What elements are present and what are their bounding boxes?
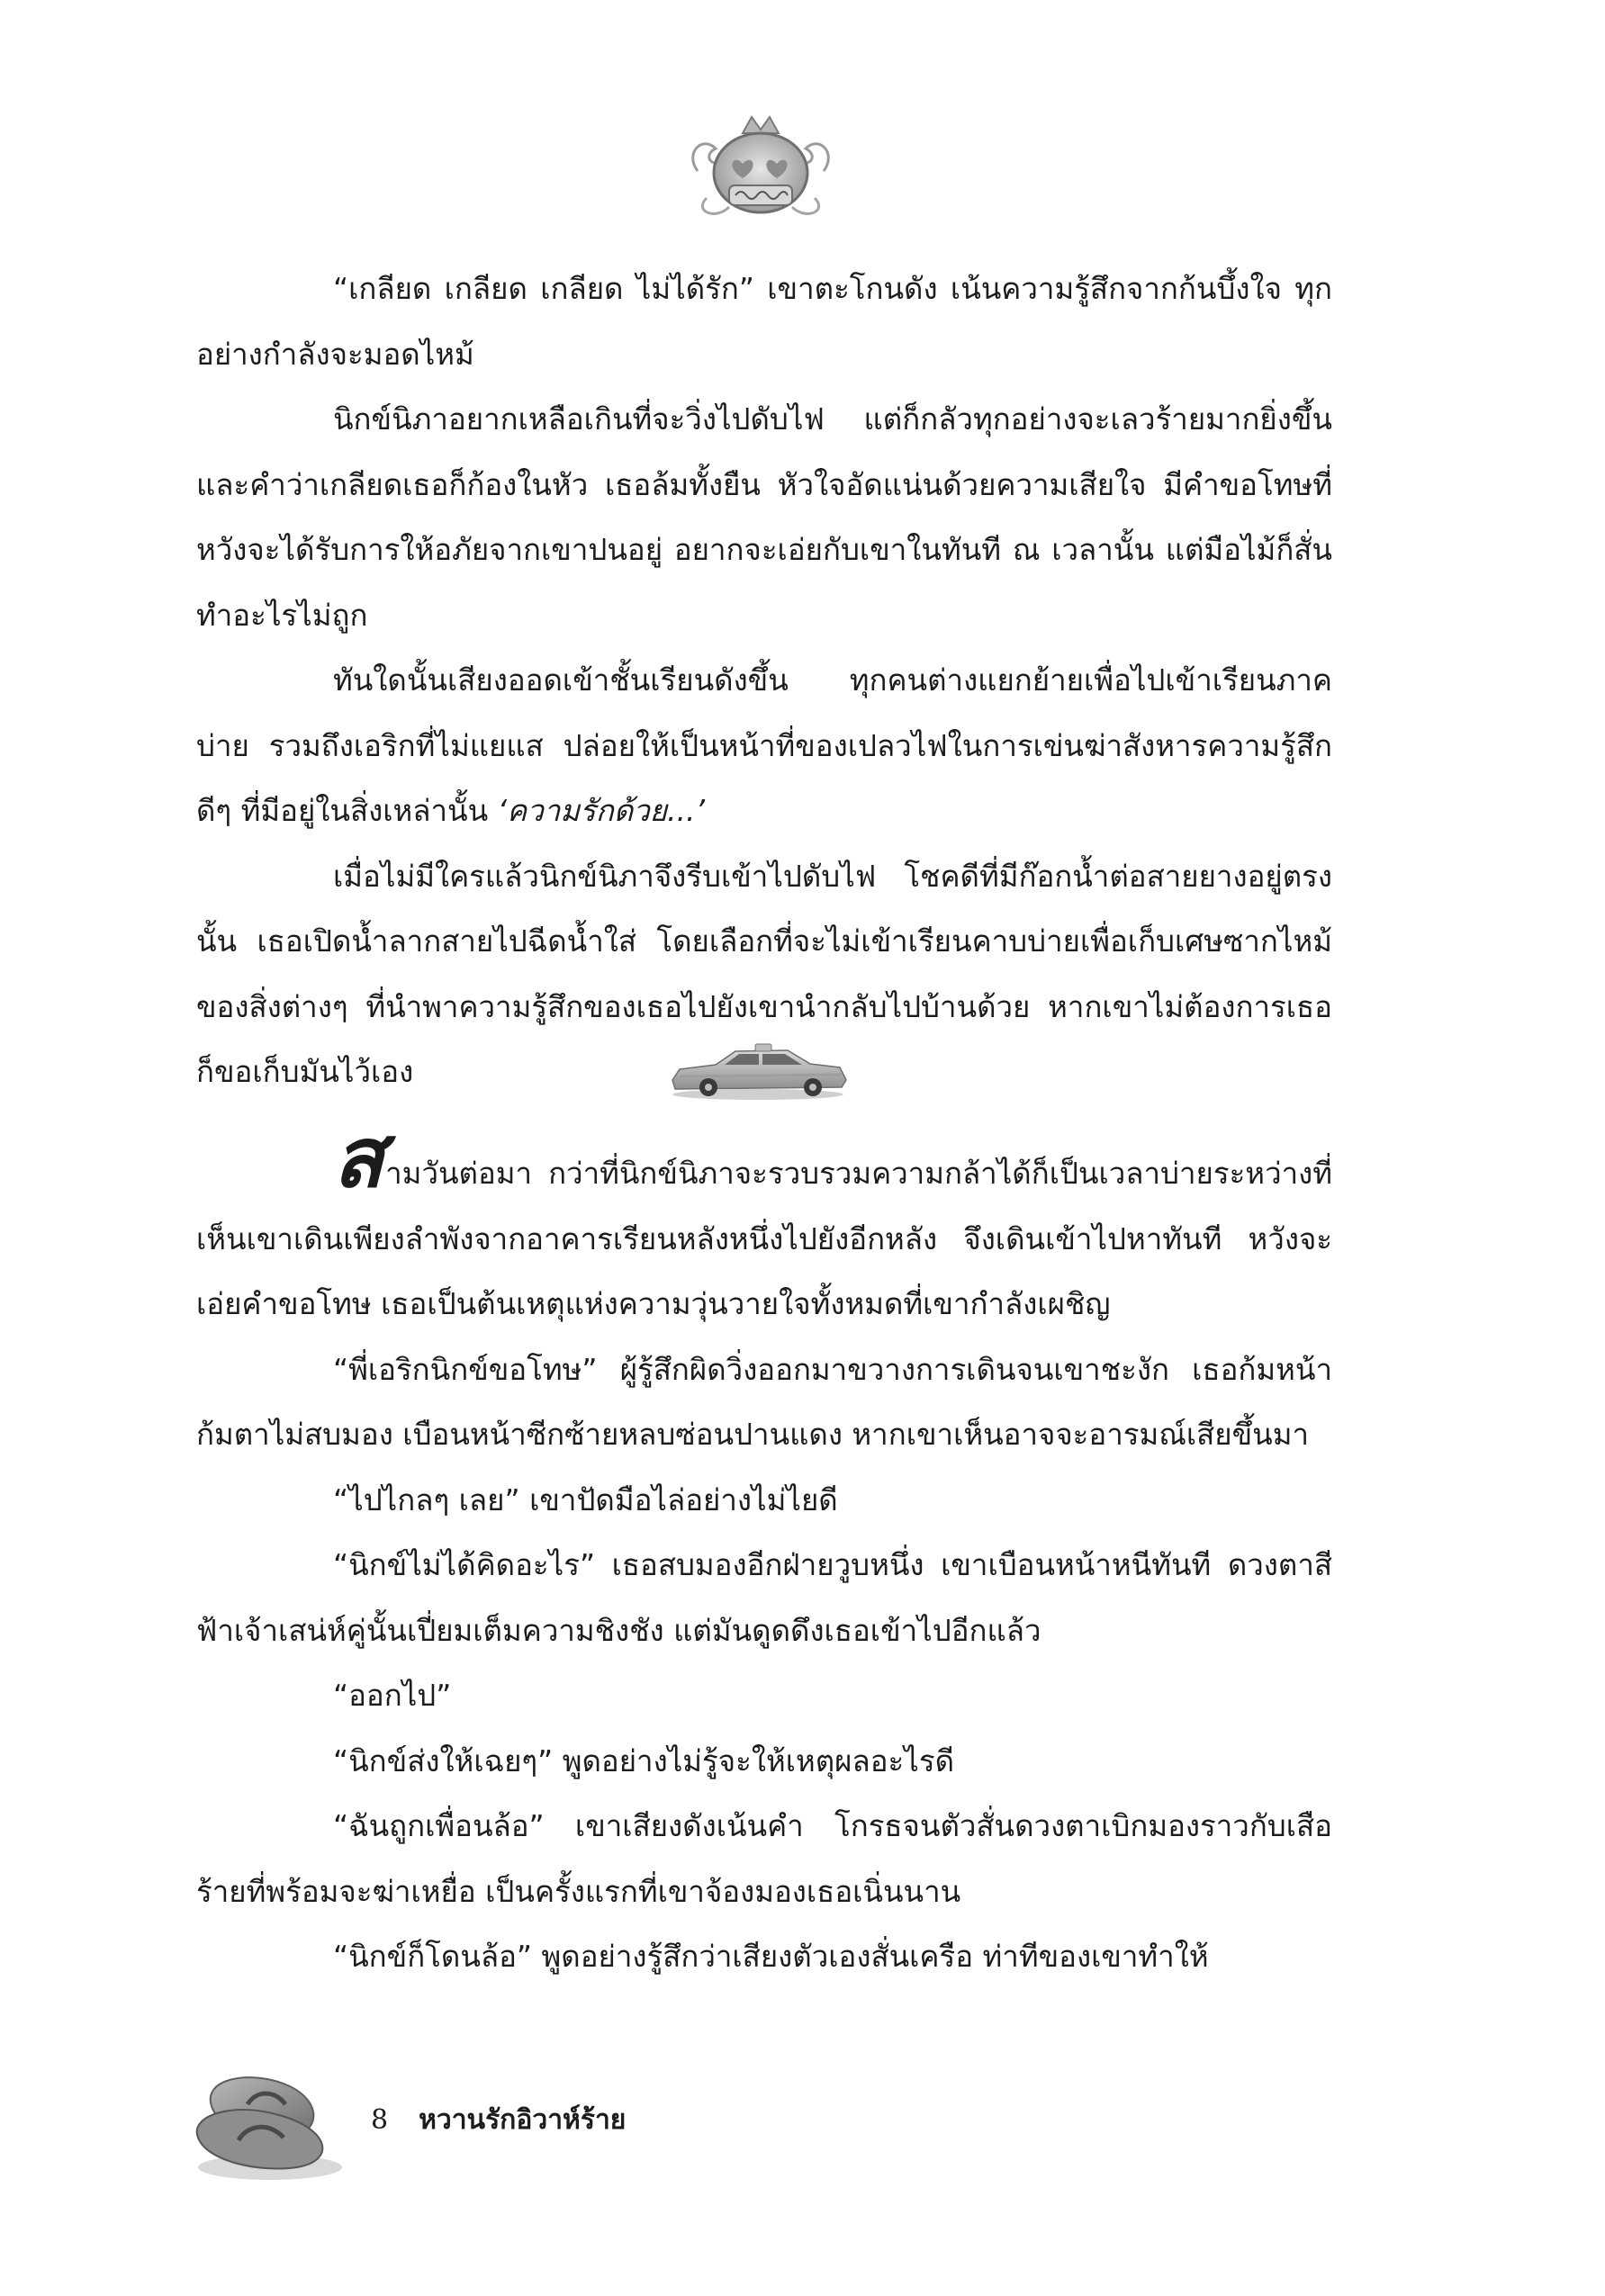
book-title: หวานรักอิวาห์ร้าย bbox=[419, 2104, 627, 2136]
flip-flop-sandals-icon bbox=[185, 2061, 347, 2187]
paragraph: “เกลียด เกลียด เกลียด ไม่ได้รัก” เขาตะโกนดัง เน้นความรู้สึกจากก้นบึ้งใจ ทุกอย่างกำลังจะมอดไหม้ bbox=[196, 271, 1332, 372]
ornate-crest-icon bbox=[680, 108, 842, 225]
paragraph: “ไปไกลๆ เลย” เขาปัดมือไล่อย่างไม่ไยดี bbox=[333, 1481, 838, 1517]
paragraph-text: ทันใดนั้นเสียงออดเข้าชั้นเรียนดังขึ้น ทุกคนต่างแยกย้ายเพื่อไปเข้าเรียนภาคบ่าย รวมถึงเอริกที่ไม่แยแส ปล่อยให้เป็นหน้าที่ของเปลวไฟในการเข่นฆ่าสังหารความรู้สึกดีๆ ที่มีอยู่ในสิ่งเหล่านั้น bbox=[196, 662, 1332, 828]
paragraph-text: ามวันต่อมา กว่าที่นิกข์นิภาจะรวบรวมความกล้าได้ก็เป็นเวลาบ่ายระหว่างที่เห็นเขาเดินเพียงลำพังจากอาคารเรียนหลังหนึ่งไปยังอีกหลัง จึงเดินเข้าไปหาทันที หวังจะเอ่ยคำขอโทษ เธอเป็นต้นเหตุแห่งความวุ่นวายใจทั้งหมดที่เขากำลังเผชิญ bbox=[196, 1156, 1332, 1321]
paragraph: นิกข์นิภาอยากเหลือเกินที่จะวิ่งไปดับไฟ แต่ก็กลัวทุกอย่างจะเลวร้ายมากยิ่งขึ้น และคำว่าเกลียดเธอก็ก้องในหัว เธอล้มทั้งยืน หัวใจอัดแน่นด้วยความเสียใจ มีคำขอโทษที่หวังจะได้รับการให้อภัยจากเขาปนอยู่ อยากจะเอ่ยกับเขาในทันที ณ เวลานั้น แต่มือไม้ก็สั่นทำอะไรไม่ถูก bbox=[196, 401, 1332, 633]
page-number: 8 bbox=[371, 2104, 389, 2136]
paragraph: “นิกข์ส่งให้เฉยๆ” พูดอย่างไม่รู้จะให้เหตุผลอะไรดี bbox=[333, 1742, 955, 1778]
paragraph bbox=[196, 648, 1332, 844]
drop-cap: ส bbox=[333, 1109, 384, 1206]
italic-phrase: ‘ความรักด้วย...’ bbox=[497, 793, 705, 828]
paragraph: “ออกไป” bbox=[333, 1678, 452, 1713]
paragraph: เมื่อไม่มีใครแล้วนิกข์นิภาจึงรีบเข้าไปดับไฟ โชคดีที่มีก๊อกน้ำต่อสายยางอยู่ตรงนั้น เธอเปิดน้ำลากสายไปฉีดน้ำใส่ โดยเลือกที่จะไม่เข้าเรียนคาบบ่ายเพื่อเก็บเศษซากไหม้ของสิ่งต่างๆ ที่นำพาความรู้สึกของเธอไปยังเขานำกลับไปบ้านด้วย หากเขาไม่ต้องการเธอก็ขอเก็บมันไว้เอง bbox=[196, 858, 1332, 1089]
paragraph-with-dropcap bbox=[196, 1109, 1332, 1337]
paragraph: “นิกข์ก็โดนล้อ” พูดอย่างรู้สึกว่าเสียงตัวเองสั่นเครือ ท่าทีของเขาทำให้ bbox=[333, 1939, 1209, 1974]
text-block-bottom bbox=[196, 1109, 1332, 1990]
paragraph: “พี่เอริกนิกข์ขอโทษ” ผู้รู้สึกผิดวิ่งออกมาขวางการเดินจนเขาชะงัก เธอก้มหน้าก้มตาไม่สบมอง เบือนหน้าซีกซ้ายหลบซ่อนปานแดง หากเขาเห็นอาจจะอารมณ์เสียขึ้นมา bbox=[196, 1351, 1332, 1452]
paragraph: “นิกข์ไม่ได้คิดอะไร” เธอสบมองอีกฝ่ายวูบหนึ่ง เขาเบือนหน้าหนีทันที ดวงตาสีฟ้าเจ้าเสน่ห์คู่นั้นเปี่ยมเต็มความชิงชัง แต่มันดูดดึงเธอเข้าไปอีกแล้ว bbox=[196, 1547, 1332, 1648]
paragraph: “ฉันถูกเพื่อนล้อ” เขาเสียงดังเน้นคำ โกรธจนตัวสั่นดวงตาเบิกมองราวกับเสือร้ายที่พร้อมจะฆ่าเหยื่อ เป็นครั้งแรกที่เขาจ้องมองเธอเนิ่นนาน bbox=[196, 1808, 1332, 1909]
taxi-car-icon bbox=[662, 1035, 855, 1107]
text-block-top bbox=[196, 257, 1332, 1105]
page-footer bbox=[371, 2099, 626, 2141]
